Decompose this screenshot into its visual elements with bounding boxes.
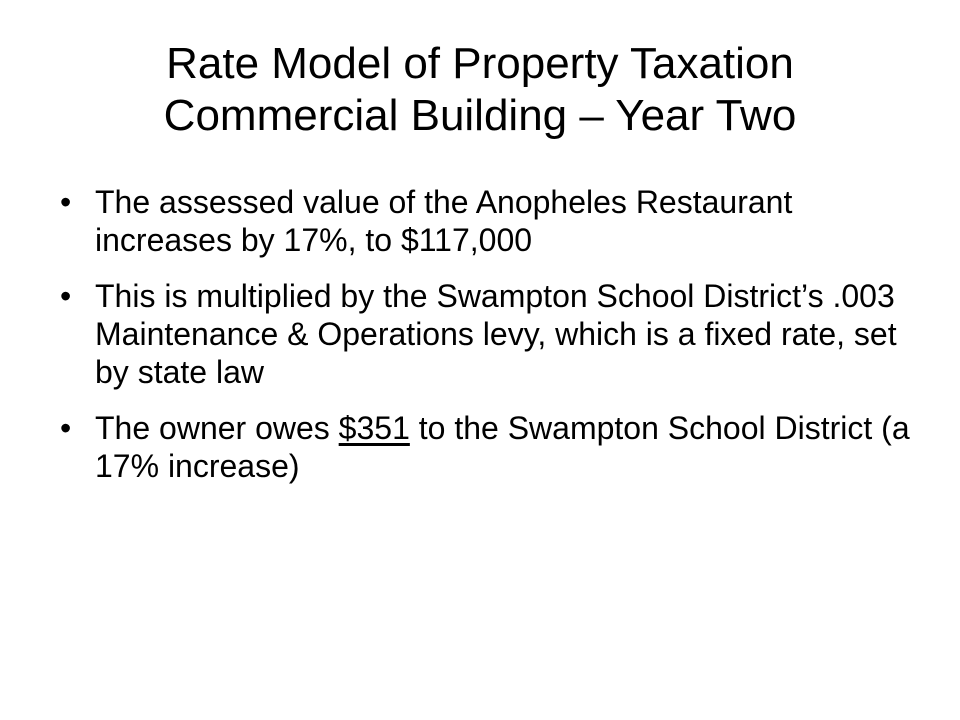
amount-owed: $351 [338,410,410,446]
bullet-dot-icon: • [60,184,72,220]
bullet-item-assessed-value [60,183,910,259]
bullet-text: This is multiplied by the Swampton School District’s .003 Maintenance & Operations levy, which is a fixed rate, set by state law [95,278,897,390]
slide-title-line-2: Commercial Building – Year Two [163,91,797,140]
bullet-text [95,410,910,484]
bullet-dot-icon: • [60,278,72,314]
slide-title-line-1: Rate Model of Property Taxation [166,39,794,88]
bullet-item-amount-owed [60,409,910,485]
bullet-list [60,183,910,503]
bullet-text-before: The owner owes [95,410,339,446]
slide-title [40,38,920,142]
bullet-text-after: to the Swampton School District (a 17% increase) [95,410,910,484]
bullet-dot-icon: • [60,410,72,446]
bullet-text: The assessed value of the Anopheles Restaurant increases by 17%, to $117,000 [95,184,793,258]
bullet-item-levy [60,277,910,391]
